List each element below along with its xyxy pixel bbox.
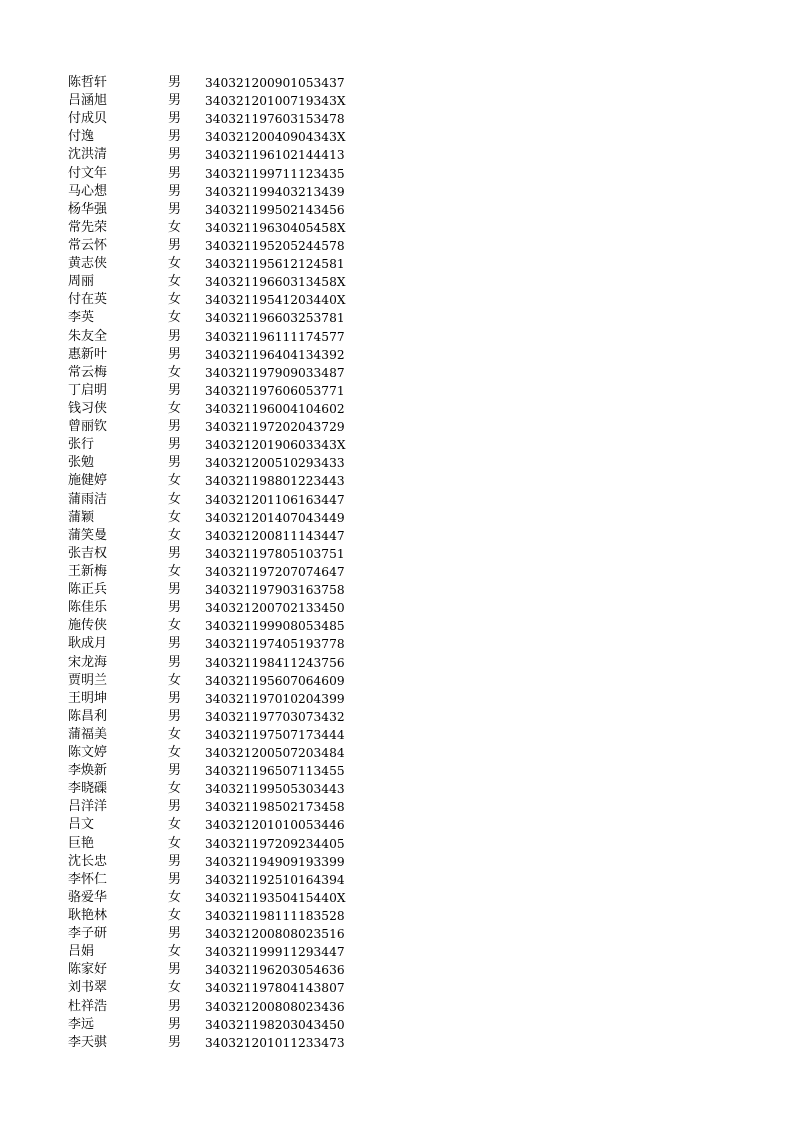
person-gender: 男 [168, 382, 182, 398]
person-gender: 女 [168, 274, 182, 290]
person-name: 刘书翠 [68, 980, 108, 996]
id-number: 340321201106163447 [205, 492, 345, 507]
person-name: 张行 [68, 437, 95, 453]
person-gender: 男 [168, 962, 182, 978]
person-gender: 女 [168, 292, 182, 308]
table-row [0, 382, 793, 400]
person-name: 贾明兰 [68, 672, 108, 688]
id-number: 340321199505303443 [205, 782, 345, 797]
person-gender: 男 [168, 147, 182, 163]
id-number: 34032119660313458X [205, 275, 346, 290]
person-gender: 女 [168, 364, 182, 380]
person-name: 惠新叶 [68, 346, 108, 362]
table-row [0, 1034, 793, 1052]
person-gender: 男 [168, 582, 182, 598]
person-name: 陈佳乐 [68, 600, 108, 616]
person-name: 王新梅 [68, 563, 108, 579]
person-gender: 男 [168, 201, 182, 217]
person-gender: 男 [168, 853, 182, 869]
id-number: 340321194909193399 [205, 854, 345, 869]
person-gender: 男 [168, 799, 182, 815]
person-name: 蒲福美 [68, 726, 108, 742]
table-row [0, 491, 793, 509]
id-number: 340321200507203484 [205, 746, 345, 761]
table-row [0, 183, 793, 201]
table-row [0, 291, 793, 309]
table-row [0, 219, 793, 237]
person-gender: 男 [168, 871, 182, 887]
person-gender: 女 [168, 563, 182, 579]
table-row [0, 255, 793, 273]
id-number: 340321200808023436 [205, 999, 345, 1014]
person-gender: 男 [168, 328, 182, 344]
person-gender: 男 [168, 926, 182, 942]
id-number: 34032120190603343X [205, 438, 346, 453]
person-name: 丁启明 [68, 382, 108, 398]
table-row [0, 328, 793, 346]
table-row [0, 871, 793, 889]
id-number: 340321196507113455 [205, 764, 345, 779]
id-number: 340321197903163758 [205, 583, 345, 598]
person-gender: 男 [168, 600, 182, 616]
id-number: 340321200901053437 [205, 76, 345, 90]
person-gender: 男 [168, 129, 182, 145]
id-number: 340321197207074647 [205, 564, 345, 579]
table-row [0, 527, 793, 545]
id-number: 34032120040904343X [205, 130, 346, 145]
table-row [0, 563, 793, 581]
person-name: 陈文婷 [68, 745, 108, 761]
table-row [0, 780, 793, 798]
person-name: 耿艳林 [68, 908, 108, 924]
person-gender: 男 [168, 111, 182, 127]
person-gender: 女 [168, 256, 182, 272]
person-name: 骆爱华 [68, 889, 108, 905]
table-row [0, 835, 793, 853]
id-number: 340321199403213439 [205, 184, 345, 199]
person-name: 吕娟 [68, 944, 95, 960]
person-gender: 男 [168, 763, 182, 779]
table-row [0, 1016, 793, 1034]
person-name: 张勉 [68, 455, 95, 471]
id-number: 340321201011233473 [205, 1035, 345, 1050]
table-row [0, 454, 793, 472]
table-row [0, 309, 793, 327]
table-row [0, 889, 793, 907]
person-name: 付文年 [68, 165, 108, 181]
person-name: 陈正兵 [68, 582, 108, 598]
table-row [0, 273, 793, 291]
person-name: 吕洋洋 [68, 799, 108, 815]
person-gender: 男 [168, 455, 182, 471]
id-number: 340321197202043729 [205, 420, 345, 435]
person-gender: 男 [168, 1034, 182, 1050]
person-name: 杨华强 [68, 201, 108, 217]
person-name: 常云梅 [68, 364, 108, 380]
person-gender: 男 [168, 1016, 182, 1032]
person-gender: 女 [168, 980, 182, 996]
id-number: 340321196004104602 [205, 401, 345, 416]
id-number: 340321196203054636 [205, 963, 345, 978]
person-gender: 女 [168, 310, 182, 326]
table-row [0, 907, 793, 925]
person-name: 吕涵旭 [68, 93, 108, 109]
person-gender: 男 [168, 183, 182, 199]
id-number: 340321200702133450 [205, 601, 345, 616]
person-gender: 男 [168, 998, 182, 1014]
person-name: 马心想 [68, 183, 108, 199]
person-name: 张吉权 [68, 545, 108, 561]
person-gender: 女 [168, 781, 182, 797]
person-name: 吕文 [68, 817, 95, 833]
id-number: 340321198502173458 [205, 800, 345, 815]
id-number: 340321200811143447 [205, 528, 345, 543]
id-number: 34032120100719343X [205, 94, 346, 109]
table-row [0, 744, 793, 762]
roster-sheet [0, 74, 793, 1052]
table-row [0, 961, 793, 979]
table-row [0, 509, 793, 527]
id-number: 340321197805103751 [205, 546, 345, 561]
person-name: 常先荣 [68, 219, 108, 235]
person-name: 朱友全 [68, 328, 108, 344]
table-row [0, 635, 793, 653]
person-name: 李英 [68, 310, 95, 326]
person-name: 黄志侠 [68, 256, 108, 272]
person-gender: 男 [168, 545, 182, 561]
person-name: 李子研 [68, 926, 108, 942]
id-number: 340321200510293433 [205, 456, 345, 471]
id-number: 340321196404134392 [205, 347, 345, 362]
person-gender: 女 [168, 672, 182, 688]
id-number: 340321198411243756 [205, 655, 345, 670]
table-row [0, 201, 793, 219]
id-number: 340321197507173444 [205, 727, 345, 742]
person-name: 杜祥浩 [68, 998, 108, 1014]
person-name: 巨艳 [68, 835, 95, 851]
table-row [0, 146, 793, 164]
id-number: 340321196102144413 [205, 148, 345, 163]
table-row [0, 472, 793, 490]
id-number: 340321199502143456 [205, 202, 345, 217]
id-number: 340321195607064609 [205, 673, 345, 688]
table-row [0, 853, 793, 871]
table-row [0, 943, 793, 961]
table-row [0, 979, 793, 997]
person-name: 施健婷 [68, 473, 108, 489]
id-number: 34032119630405458X [205, 220, 346, 235]
table-row [0, 816, 793, 834]
id-number: 340321198203043450 [205, 1017, 345, 1032]
table-row [0, 92, 793, 110]
id-number: 340321196111174577 [205, 329, 345, 344]
person-name: 常云怀 [68, 237, 108, 253]
table-row [0, 110, 793, 128]
table-row [0, 418, 793, 436]
person-gender: 女 [168, 491, 182, 507]
id-number: 340321198801223443 [205, 474, 345, 489]
person-gender: 女 [168, 817, 182, 833]
person-gender: 女 [168, 908, 182, 924]
person-name: 陈哲轩 [68, 75, 108, 90]
id-number: 340321198111183528 [205, 909, 345, 924]
id-number: 340321195205244578 [205, 238, 345, 253]
person-gender: 女 [168, 944, 182, 960]
person-gender: 男 [168, 75, 182, 90]
table-row [0, 545, 793, 563]
table-row [0, 798, 793, 816]
table-row [0, 998, 793, 1016]
id-number: 340321200808023516 [205, 927, 345, 942]
person-gender: 男 [168, 690, 182, 706]
person-gender: 女 [168, 527, 182, 543]
table-row [0, 436, 793, 454]
person-name: 周丽 [68, 274, 95, 290]
person-gender: 男 [168, 237, 182, 253]
person-name: 沈长忠 [68, 853, 108, 869]
table-row [0, 617, 793, 635]
id-number: 340321201010053446 [205, 818, 345, 833]
table-row [0, 726, 793, 744]
person-gender: 男 [168, 437, 182, 453]
id-number: 340321197606053771 [205, 383, 345, 398]
person-name: 李怀仁 [68, 871, 108, 887]
person-name: 李天骐 [68, 1034, 108, 1050]
person-name: 付逸 [68, 129, 95, 145]
person-name: 钱习侠 [68, 400, 108, 416]
person-name: 付成贝 [68, 111, 108, 127]
person-gender: 女 [168, 509, 182, 525]
person-gender: 男 [168, 346, 182, 362]
person-name: 李远 [68, 1016, 95, 1032]
person-name: 耿成月 [68, 636, 108, 652]
table-row [0, 581, 793, 599]
person-name: 付在英 [68, 292, 108, 308]
table-row [0, 165, 793, 183]
person-gender: 男 [168, 419, 182, 435]
person-name: 蒲笑曼 [68, 527, 108, 543]
person-name: 施传侠 [68, 618, 108, 634]
person-gender: 男 [168, 654, 182, 670]
id-number: 340321197804143807 [205, 981, 345, 996]
person-gender: 女 [168, 726, 182, 742]
id-number: 340321199908053485 [205, 619, 345, 634]
person-name: 李焕新 [68, 763, 108, 779]
id-number: 340321197405193778 [205, 637, 345, 652]
person-gender: 男 [168, 165, 182, 181]
id-number: 34032119350415440X [205, 890, 346, 905]
table-row [0, 400, 793, 418]
person-name: 李晓磲 [68, 781, 108, 797]
table-row [0, 672, 793, 690]
table-row [0, 74, 793, 92]
id-number: 340321197703073432 [205, 709, 345, 724]
table-row [0, 762, 793, 780]
person-gender: 女 [168, 745, 182, 761]
table-row [0, 690, 793, 708]
id-number: 340321192510164394 [205, 872, 345, 887]
person-name: 陈家好 [68, 962, 108, 978]
id-number: 340321197010204399 [205, 691, 345, 706]
person-name: 蒲颖 [68, 509, 95, 525]
person-name: 沈洪清 [68, 147, 108, 163]
person-gender: 女 [168, 889, 182, 905]
id-number: 340321199911293447 [205, 945, 345, 960]
table-row [0, 708, 793, 726]
table-row [0, 346, 793, 364]
person-gender: 女 [168, 400, 182, 416]
person-name: 宋龙海 [68, 654, 108, 670]
id-number: 340321197209234405 [205, 836, 345, 851]
person-gender: 女 [168, 618, 182, 634]
person-name: 陈昌利 [68, 708, 108, 724]
table-row [0, 654, 793, 672]
table-row [0, 925, 793, 943]
person-name: 王明坤 [68, 690, 108, 706]
person-gender: 男 [168, 93, 182, 109]
table-row [0, 128, 793, 146]
table-row [0, 599, 793, 617]
id-number: 340321201407043449 [205, 510, 345, 525]
person-gender: 男 [168, 708, 182, 724]
person-name: 曾丽钦 [68, 419, 108, 435]
id-number: 340321199711123435 [205, 166, 345, 181]
person-gender: 女 [168, 835, 182, 851]
id-number: 34032119541203440X [205, 293, 346, 308]
person-gender: 女 [168, 473, 182, 489]
person-name: 蒲雨洁 [68, 491, 108, 507]
person-gender: 男 [168, 636, 182, 652]
id-number: 340321197909033487 [205, 365, 345, 380]
person-gender: 女 [168, 219, 182, 235]
id-number: 340321197603153478 [205, 112, 345, 127]
id-number: 340321195612124581 [205, 257, 345, 272]
id-number: 340321196603253781 [205, 311, 345, 326]
table-row [0, 237, 793, 255]
table-row [0, 364, 793, 382]
